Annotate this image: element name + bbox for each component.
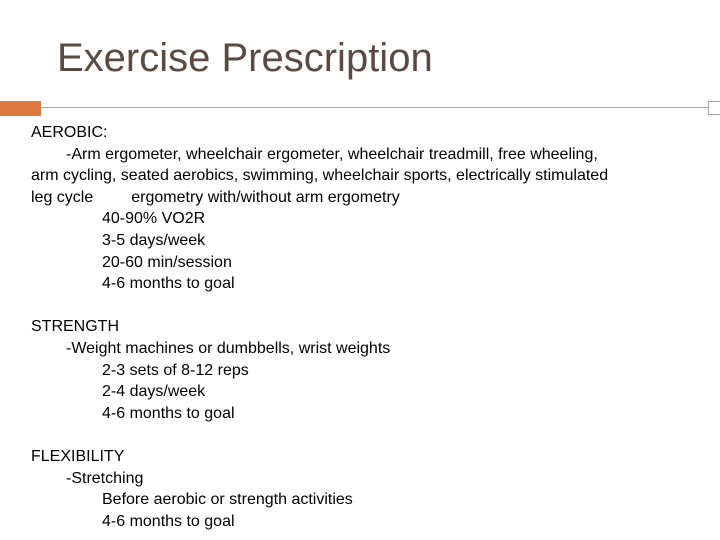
strength-heading: STRENGTH: [31, 318, 119, 336]
aerobic-modalities-line3: [31, 187, 711, 209]
title-divider-line: [41, 107, 708, 108]
aerobic-intensity-suffix: R: [193, 210, 206, 228]
aerobic-modalities-line1: -Arm ergometer, wheelchair ergometer, wheelchair treadmill, free wheeling,: [66, 145, 598, 163]
flexibility-progression: 4-6 months to goal: [102, 512, 235, 530]
section-spacer: [31, 295, 711, 317]
slide-title: Exercise Prescription: [57, 36, 433, 80]
aerobic-frequency: 3-5 days/week: [102, 231, 206, 249]
aerobic-progression: 4-6 months to goal: [102, 275, 235, 293]
strength-modalities: -Weight machines or dumbbells, wrist weights: [66, 339, 391, 357]
flexibility-timing: Before aerobic or strength activities: [102, 491, 353, 509]
flexibility-heading: FLEXIBILITY: [31, 447, 125, 465]
aerobic-intensity-subscript: 2: [184, 210, 194, 228]
aerobic-duration: 20-60 min/session: [102, 253, 232, 271]
aerobic-modalities-line3-end: ergometry with/without arm ergometry: [131, 188, 400, 206]
title-accent-bar: [0, 101, 41, 116]
aerobic-intensity: [31, 208, 711, 230]
title-divider-end-box: [708, 101, 720, 115]
aerobic-modalities-line3-start: leg cycle: [31, 188, 94, 206]
strength-progression: 4-6 months to goal: [102, 404, 235, 422]
flexibility-modalities: -Stretching: [66, 469, 144, 487]
slide-body: [31, 122, 711, 532]
section-spacer: [31, 424, 711, 446]
aerobic-heading: AEROBIC:: [31, 124, 108, 141]
strength-sets: 2-3 sets of 8-12 reps: [102, 361, 249, 379]
aerobic-intensity-prefix: 40-90% VO: [102, 210, 185, 228]
strength-frequency: 2-4 days/week: [102, 383, 206, 401]
aerobic-modalities-line2: arm cycling, seated aerobics, swimming, wheelchair sports, electrically stimulated: [31, 167, 609, 185]
